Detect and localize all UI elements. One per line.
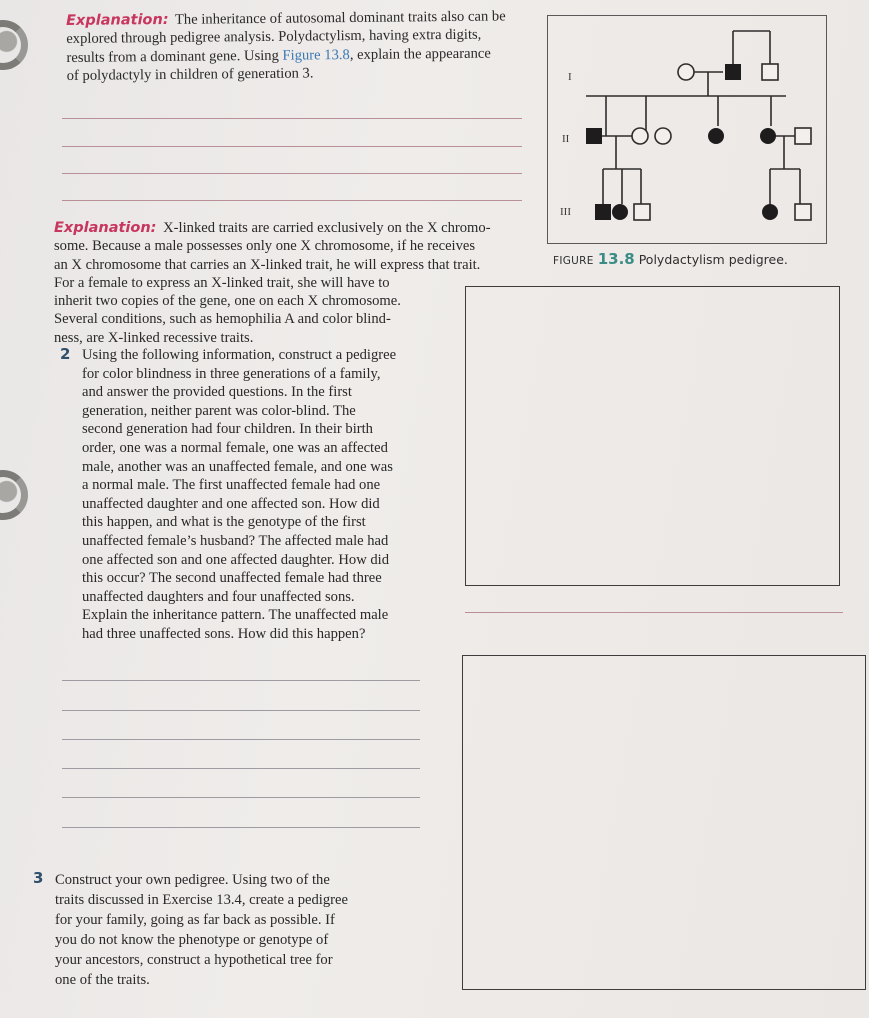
explanation-text-line: Several conditions, such as hemophilia A and color blind- <box>54 311 391 328</box>
question-text-line: male, another was an unaffected female, and one was <box>82 458 393 475</box>
question-text-line: for color blindness in three generations of a family, <box>82 365 381 382</box>
question-text-line: Explain the inheritance pattern. The unaffected male <box>82 607 389 624</box>
question-text-line: traits discussed in Exercise 13.4, create a pedigree <box>55 892 348 908</box>
generation-label-3: III <box>560 206 571 218</box>
answer-line <box>62 200 522 201</box>
question-text-line: unaffected daughters and four unaffected sons. <box>82 588 355 605</box>
question-text-line: this occur? The second unaffected female had three <box>82 570 382 587</box>
question-text-line: this happen, and what is the genotype of the first <box>82 514 366 531</box>
explanation-text-line: inherit two copies of the gene, one on each X chromosome. <box>54 293 401 310</box>
question-text-line: order, one was a normal female, one was an affected <box>82 439 388 456</box>
answer-line <box>62 739 420 740</box>
generation-label-2: II <box>562 133 570 145</box>
explanation-label: Explanation: <box>66 11 169 29</box>
question-text-line: your ancestors, construct a hypothetical tree for <box>55 952 333 968</box>
explanation-text-line: results from a dominant gene. Using <box>66 47 283 66</box>
figure-caption-title: Polydactylism pedigree. <box>638 252 788 267</box>
answer-line <box>62 118 522 119</box>
answer-box-question-2[interactable] <box>465 286 840 586</box>
answer-line <box>62 173 522 174</box>
question-text-line: for your family, going as far back as possible. If <box>55 912 335 928</box>
question-text-line: a normal male. The first unaffected female had one <box>82 477 381 494</box>
explanation-text-line: , explain the appearance <box>349 45 491 63</box>
answer-line <box>62 710 420 711</box>
answer-box-question-3[interactable] <box>462 655 866 990</box>
question-text-line: you do not know the phenotype or genotype of <box>55 932 329 948</box>
figure-pedigree-box <box>547 15 827 244</box>
question-3-text <box>37 870 435 990</box>
answer-line <box>62 797 420 798</box>
generation-label-1: I <box>568 71 572 83</box>
question-text-line: unaffected daughter and one affected son. How did <box>82 495 380 512</box>
question-text-line: second generation had four children. In their birth <box>82 421 373 438</box>
explanation-autosomal <box>66 7 537 85</box>
question-text-line: one affected son and one affected daughter. How did <box>82 551 390 568</box>
question-text-line: generation, neither parent was color-blind. The <box>82 402 356 419</box>
question-text-line: Using the following information, construct a pedigree <box>82 347 397 363</box>
explanation-text-line: For a female to express an X-linked trait, she will have to <box>54 274 390 291</box>
question-text-line: and answer the provided questions. In the first <box>82 384 352 401</box>
figure-caption <box>553 250 788 268</box>
question-text-line: had three unaffected sons. How did this happen? <box>82 625 366 642</box>
question-number: 3 <box>33 869 44 887</box>
explanation-label: Explanation: <box>54 220 157 236</box>
answer-line <box>465 612 843 613</box>
explanation-text-line: ness, are X-linked recessive traits. <box>54 329 254 346</box>
answer-line <box>62 827 420 828</box>
explanation-text-line: an X chromosome that carries an X-linked trait, he will express that trait. <box>54 256 481 273</box>
explanation-text-line: explored through pedigree analysis. Polydactylism, having extra digits, <box>66 26 482 48</box>
explanation-text-line: some. Because a male possesses only one X chromosome, if he receives <box>54 238 476 255</box>
explanation-text-line: of polydactyly in children of generation 3. <box>66 65 314 84</box>
explanation-text-line: X-linked traits are carried exclusively on the X chromo- <box>163 220 491 236</box>
question-2-text <box>68 346 452 644</box>
figure-caption-number: 13.8 <box>597 250 635 268</box>
answer-line <box>62 768 420 769</box>
figure-reference-link[interactable]: Figure 13.8 <box>282 46 350 64</box>
answer-line <box>62 680 420 681</box>
answer-line <box>62 146 522 147</box>
figure-caption-word: FIGURE <box>553 255 594 267</box>
question-text-line: unaffected female’s husband? The affected male had <box>82 532 389 549</box>
question-text-line: Construct your own pedigree. Using two of the <box>55 872 330 888</box>
explanation-text-line: The inheritance of autosomal dominant traits also can be <box>174 8 506 28</box>
question-number: 2 <box>60 345 71 363</box>
question-text-line: one of the traits. <box>55 972 150 988</box>
pedigree-diagram <box>548 16 828 245</box>
